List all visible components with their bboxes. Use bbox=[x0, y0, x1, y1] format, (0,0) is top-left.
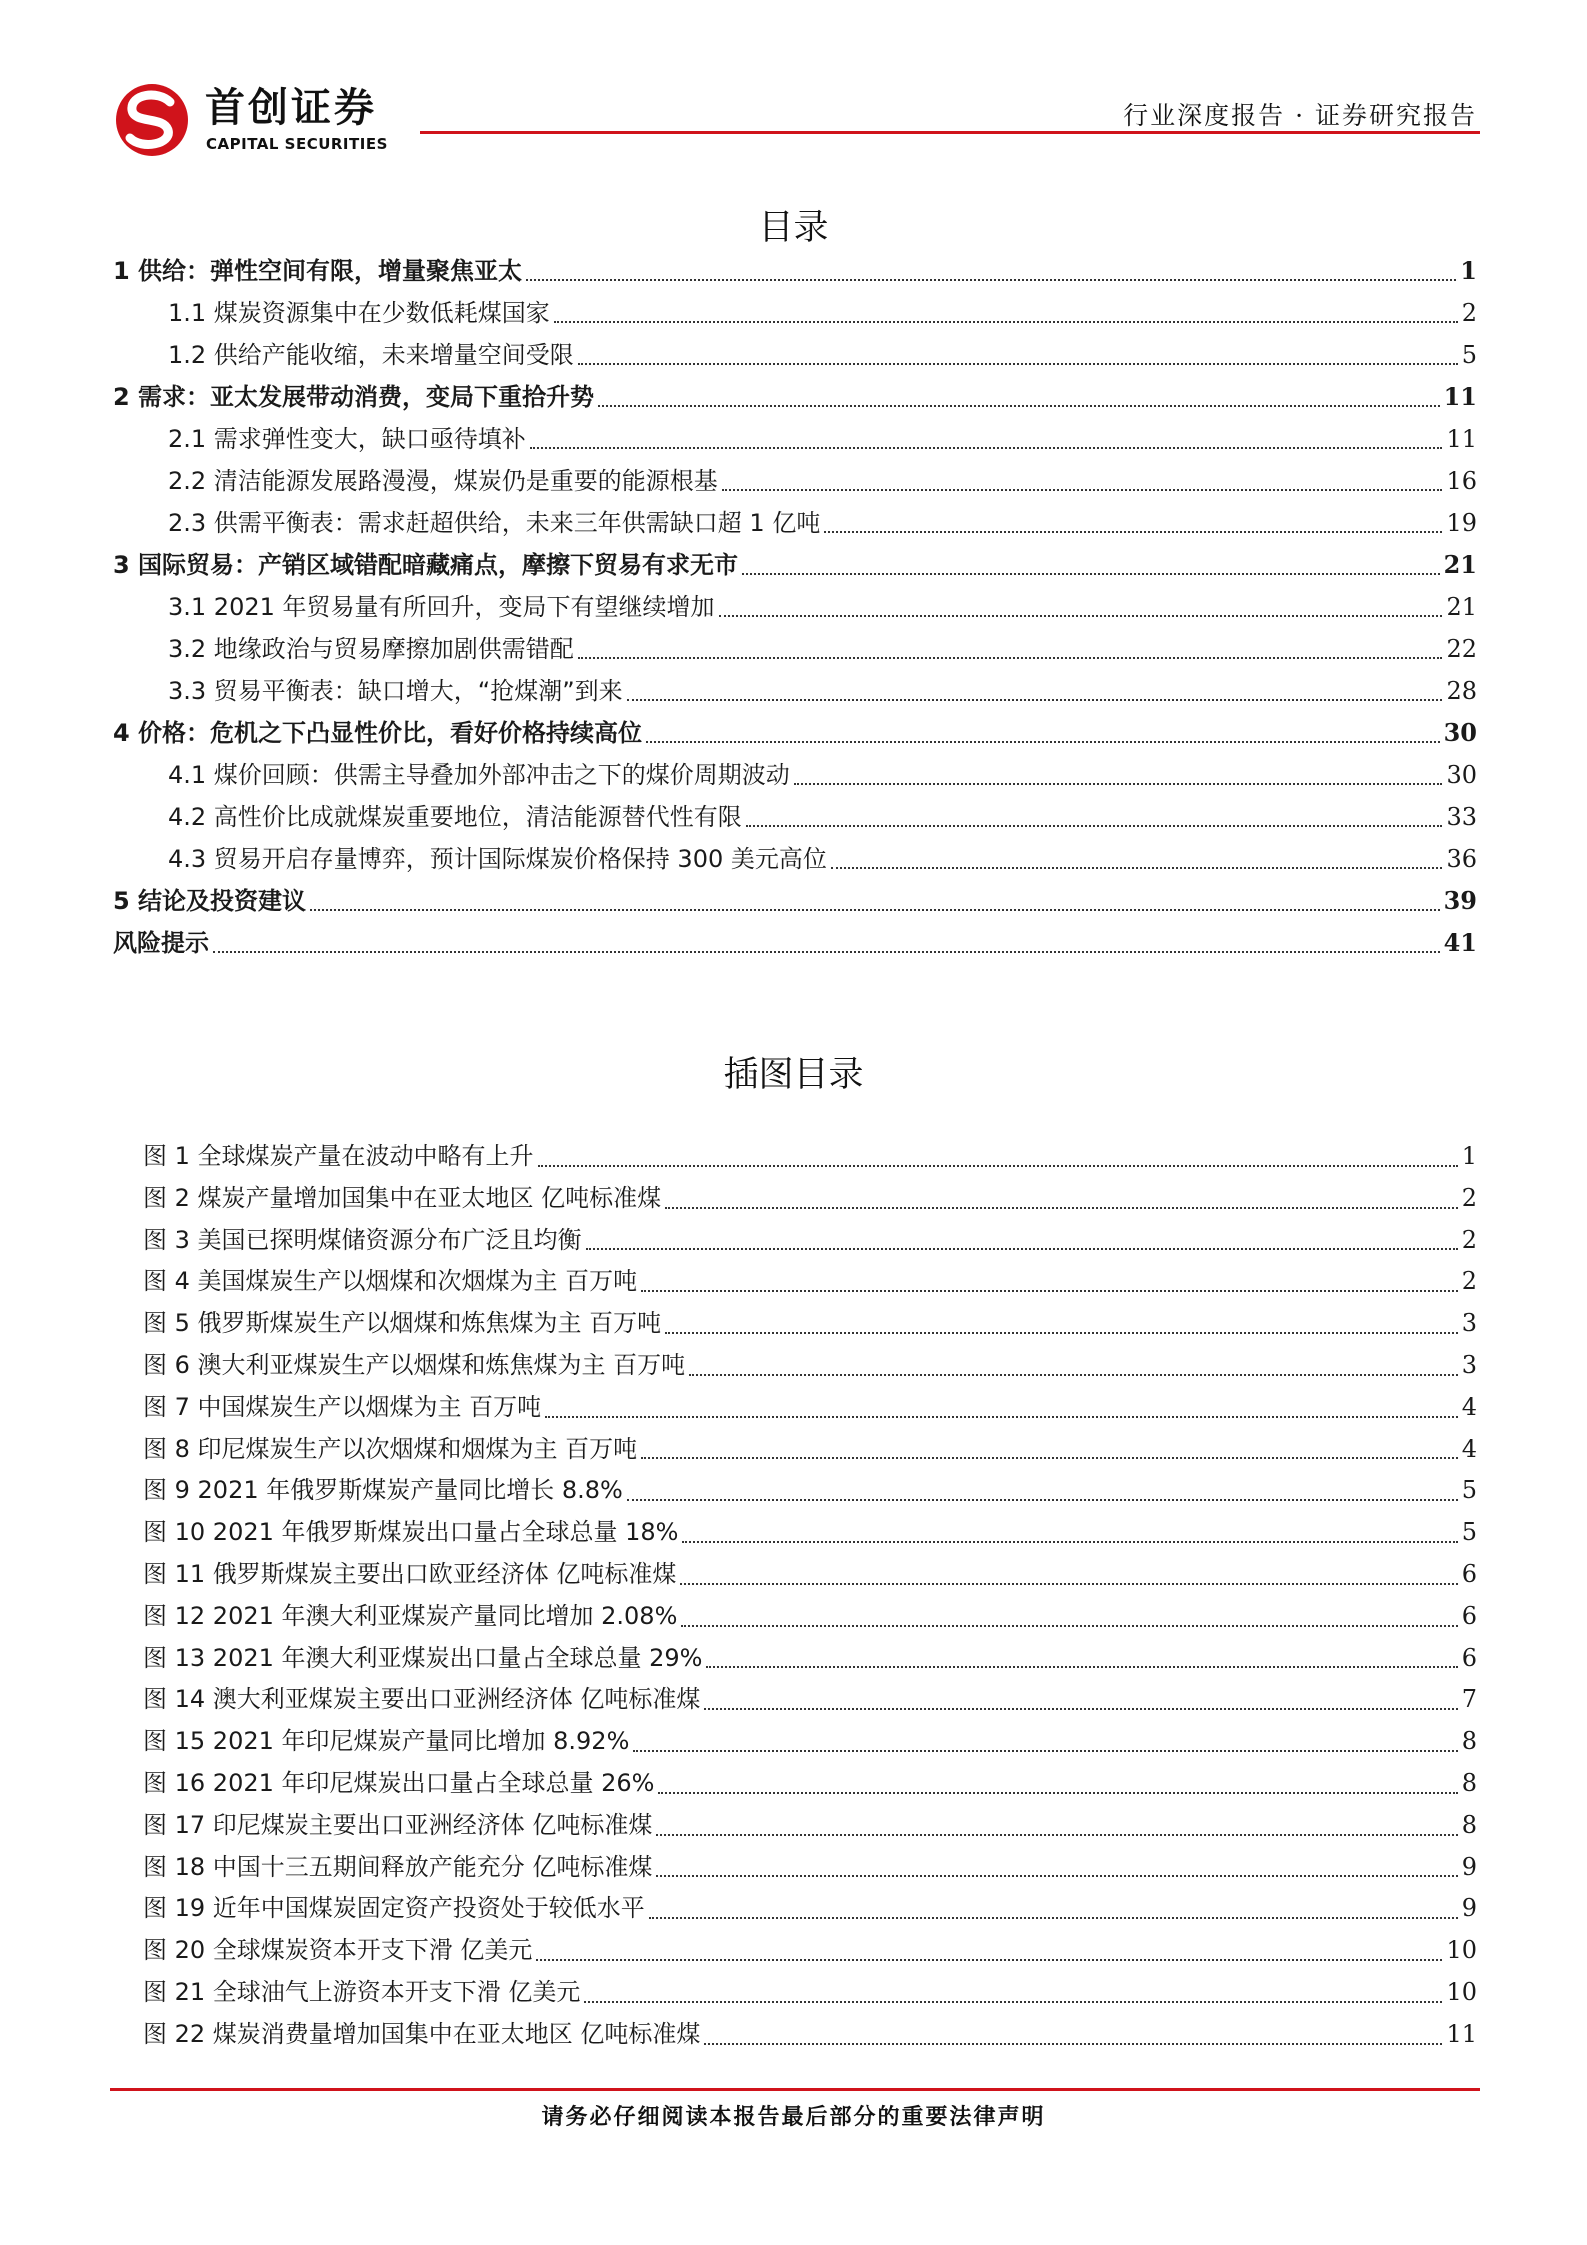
dot-leader bbox=[578, 656, 1443, 659]
figure-entry[interactable] bbox=[143, 1220, 1477, 1262]
page-number: 4 bbox=[1461, 1434, 1477, 1463]
dot-leader bbox=[586, 1247, 1458, 1250]
figure-entry[interactable] bbox=[143, 1805, 1477, 1847]
figure-entry[interactable] bbox=[143, 1429, 1477, 1471]
toc-entry[interactable] bbox=[113, 544, 1477, 586]
toc-entry[interactable] bbox=[113, 292, 1477, 334]
toc-entry[interactable] bbox=[113, 586, 1477, 628]
figure-entry-text: 图 16 2021 年印尼煤炭出口量占全球总量 26% bbox=[143, 1768, 655, 1797]
dot-leader bbox=[545, 1415, 1458, 1418]
page-number: 2 bbox=[1461, 1267, 1477, 1296]
toc-entry[interactable] bbox=[113, 250, 1477, 292]
toc-entry[interactable] bbox=[113, 754, 1477, 796]
figure-entry-text: 图 3 美国已探明煤储资源分布广泛且均衡 bbox=[143, 1225, 582, 1254]
brand-name-cn: 首创证券 bbox=[205, 85, 377, 131]
figure-entry[interactable] bbox=[143, 1930, 1477, 1972]
dot-leader bbox=[649, 1916, 1458, 1919]
dot-leader bbox=[598, 404, 1440, 407]
figure-entry-text: 图 12 2021 年澳大利亚煤炭产量同比增加 2.08% bbox=[143, 1601, 678, 1630]
page-number: 3 bbox=[1461, 1309, 1477, 1338]
dot-leader bbox=[742, 572, 1440, 575]
toc-entry-text: 1.1 煤炭资源集中在少数低耗煤国家 bbox=[168, 299, 550, 327]
toc-entry-text: 3 国际贸易：产销区域错配暗藏痛点，摩擦下贸易有求无市 bbox=[113, 551, 739, 579]
toc-entry[interactable] bbox=[113, 376, 1477, 418]
page-number: 8 bbox=[1461, 1768, 1477, 1797]
dot-leader bbox=[627, 1498, 1458, 1501]
toc-entry-text: 1.2 供给产能收缩，未来增量空间受限 bbox=[168, 341, 574, 369]
figure-entry-text: 图 4 美国煤炭生产以烟煤和次烟煤为主 百万吨 bbox=[143, 1267, 638, 1296]
toc-entry[interactable] bbox=[113, 880, 1477, 922]
dot-leader bbox=[719, 614, 1443, 617]
figure-entry-text: 图 17 印尼煤炭主要出口亚洲经济体 亿吨标准煤 bbox=[143, 1810, 653, 1839]
toc-entry[interactable] bbox=[113, 460, 1477, 502]
page-number: 22 bbox=[1446, 635, 1477, 663]
page-number: 41 bbox=[1443, 928, 1477, 957]
figure-entry-text: 图 5 俄罗斯煤炭生产以烟煤和炼焦煤为主 百万吨 bbox=[143, 1309, 662, 1338]
page-number: 30 bbox=[1443, 718, 1477, 747]
figure-entry[interactable] bbox=[143, 1261, 1477, 1303]
figure-entry[interactable] bbox=[143, 1554, 1477, 1596]
figure-entry[interactable] bbox=[143, 1303, 1477, 1345]
figure-entry[interactable] bbox=[143, 1972, 1477, 2014]
figure-entry[interactable] bbox=[143, 1679, 1477, 1721]
figure-entry[interactable] bbox=[143, 2014, 1477, 2056]
dot-leader bbox=[656, 1833, 1457, 1836]
page-number: 5 bbox=[1461, 1476, 1477, 1505]
dot-leader bbox=[665, 1206, 1458, 1209]
dot-leader bbox=[746, 824, 1443, 827]
toc-entry-text: 3.3 贸易平衡表：缺口增大，“抢煤潮”到来 bbox=[168, 677, 623, 705]
figure-entry-text: 图 1 全球煤炭产量在波动中略有上升 bbox=[143, 1142, 534, 1170]
page-number: 10 bbox=[1446, 1977, 1477, 2006]
table-of-contents bbox=[113, 250, 1477, 964]
page-number: 7 bbox=[1461, 1685, 1477, 1714]
toc-entry-text: 2.3 供需平衡表：需求赶超供给，未来三年供需缺口超 1 亿吨 bbox=[168, 509, 821, 537]
page-number: 9 bbox=[1461, 1894, 1477, 1923]
toc-entry[interactable] bbox=[113, 838, 1477, 880]
figure-entry-text: 图 15 2021 年印尼煤炭产量同比增加 8.92% bbox=[143, 1727, 630, 1756]
figure-entry-text: 图 22 煤炭消费量增加国集中在亚太地区 亿吨标准煤 bbox=[143, 2019, 701, 2048]
toc-entry-text: 3.2 地缘政治与贸易摩擦加剧供需错配 bbox=[168, 635, 574, 663]
toc-entry[interactable] bbox=[113, 628, 1477, 670]
figure-entry-text: 图 11 俄罗斯煤炭主要出口欧亚经济体 亿吨标准煤 bbox=[143, 1559, 677, 1588]
toc-entry-text: 5 结论及投资建议 bbox=[113, 887, 307, 915]
dot-leader bbox=[680, 1582, 1457, 1585]
figure-entry-text: 图 13 2021 年澳大利亚煤炭出口量占全球总量 29% bbox=[143, 1643, 703, 1672]
dot-leader bbox=[704, 1707, 1457, 1710]
page-number: 21 bbox=[1443, 550, 1477, 579]
toc-entry-text: 1 供给：弹性空间有限，增量聚焦亚太 bbox=[113, 257, 523, 285]
page-number: 3 bbox=[1461, 1350, 1477, 1379]
dot-leader bbox=[633, 1749, 1457, 1752]
dot-leader bbox=[658, 1791, 1457, 1794]
legal-notice: 请务必仔细阅读本报告最后部分的重要法律声明 bbox=[541, 2104, 1046, 2130]
toc-entry-text: 3.1 2021 年贸易量有所回升，变局下有望继续增加 bbox=[168, 593, 715, 621]
toc-entry-text: 风险提示 bbox=[113, 929, 209, 957]
figure-entry[interactable] bbox=[143, 1888, 1477, 1930]
dot-leader bbox=[641, 1289, 1458, 1292]
page-number: 39 bbox=[1443, 886, 1477, 915]
page-number: 10 bbox=[1446, 1936, 1477, 1965]
dot-leader bbox=[536, 1958, 1442, 1961]
figure-entry[interactable] bbox=[143, 1178, 1477, 1220]
figure-entry-text: 图 9 2021 年俄罗斯煤炭产量同比增长 8.8% bbox=[143, 1476, 623, 1505]
figure-list-title: 插图目录 bbox=[723, 1055, 864, 1095]
page-number: 16 bbox=[1446, 467, 1477, 495]
brand-name-en: CAPITAL SECURITIES bbox=[206, 135, 388, 153]
page-number: 6 bbox=[1461, 1601, 1477, 1630]
toc-title: 目录 bbox=[758, 208, 829, 248]
figure-entry-text: 图 20 全球煤炭资本开支下滑 亿美元 bbox=[143, 1936, 533, 1965]
toc-entry-text: 4.2 高性价比成就煤炭重要地位，清洁能源替代性有限 bbox=[168, 803, 742, 831]
page-number: 2 bbox=[1461, 1183, 1477, 1212]
toc-entry[interactable] bbox=[113, 334, 1477, 376]
page-number: 2 bbox=[1461, 1225, 1477, 1254]
dot-leader bbox=[706, 1665, 1457, 1668]
figure-entry-text: 图 6 澳大利亚煤炭生产以烟煤和炼焦煤为主 百万吨 bbox=[143, 1350, 686, 1379]
toc-entry[interactable] bbox=[113, 712, 1477, 754]
capital-securities-logo-icon bbox=[112, 80, 192, 160]
figure-entry-text: 图 8 印尼煤炭生产以次烟煤和烟煤为主 百万吨 bbox=[143, 1434, 638, 1463]
figure-entry-text: 图 7 中国煤炭生产以烟煤为主 百万吨 bbox=[143, 1392, 542, 1421]
toc-entry[interactable] bbox=[113, 502, 1477, 544]
figure-entry[interactable] bbox=[143, 1345, 1477, 1387]
figure-entry[interactable] bbox=[143, 1721, 1477, 1763]
dot-leader bbox=[665, 1331, 1458, 1334]
toc-entry-text: 4.1 煤价回顾：供需主导叠加外部冲击之下的煤价周期波动 bbox=[168, 761, 790, 789]
page-number: 11 bbox=[1443, 382, 1477, 411]
page-number: 8 bbox=[1461, 1810, 1477, 1839]
figure-entry-text: 图 18 中国十三五期间释放产能充分 亿吨标准煤 bbox=[143, 1852, 653, 1881]
dot-leader bbox=[794, 782, 1443, 785]
report-type: 行业深度报告 · 证券研究报告 bbox=[1123, 101, 1477, 130]
figure-entry[interactable] bbox=[143, 1847, 1477, 1889]
page-header bbox=[0, 0, 1587, 160]
dot-leader bbox=[689, 1373, 1458, 1376]
footer-divider bbox=[110, 2088, 1480, 2091]
figure-entry[interactable] bbox=[143, 1136, 1477, 1178]
toc-entry-text: 2.2 清洁能源发展路漫漫，煤炭仍是重要的能源根基 bbox=[168, 467, 718, 495]
dot-leader bbox=[213, 950, 1440, 953]
page-number: 28 bbox=[1446, 677, 1477, 705]
dot-leader bbox=[627, 698, 1443, 701]
dot-leader bbox=[646, 740, 1440, 743]
dot-leader bbox=[681, 1624, 1457, 1627]
page-number: 19 bbox=[1446, 509, 1477, 537]
page-number: 11 bbox=[1446, 425, 1477, 453]
figure-entry-text: 图 19 近年中国煤炭固定资产投资处于较低水平 bbox=[143, 1894, 645, 1923]
dot-leader bbox=[526, 278, 1456, 281]
figure-entry-text: 图 10 2021 年俄罗斯煤炭出口量占全球总量 18% bbox=[143, 1518, 679, 1547]
figure-entry-text: 图 14 澳大利亚煤炭主要出口亚洲经济体 亿吨标准煤 bbox=[143, 1685, 701, 1714]
dot-leader bbox=[310, 908, 1440, 911]
figure-entry-text: 图 2 煤炭产量增加国集中在亚太地区 亿吨标准煤 bbox=[143, 1183, 662, 1212]
page-number: 5 bbox=[1461, 341, 1477, 369]
page-number: 11 bbox=[1446, 2019, 1477, 2048]
dot-leader bbox=[641, 1456, 1458, 1459]
dot-leader bbox=[656, 1874, 1457, 1877]
page-number: 5 bbox=[1461, 1518, 1477, 1547]
figure-entry[interactable] bbox=[143, 1638, 1477, 1680]
dot-leader bbox=[824, 530, 1442, 533]
dot-leader bbox=[538, 1164, 1458, 1167]
toc-entry[interactable] bbox=[113, 922, 1477, 964]
page-number: 2 bbox=[1461, 299, 1477, 327]
page-number: 30 bbox=[1446, 761, 1477, 789]
page-number: 33 bbox=[1446, 803, 1477, 831]
dot-leader bbox=[722, 488, 1443, 491]
dot-leader bbox=[704, 2042, 1442, 2045]
figure-list bbox=[143, 1136, 1477, 2056]
page-number: 1 bbox=[1461, 1142, 1477, 1170]
dot-leader bbox=[530, 446, 1443, 449]
toc-entry-text: 2 需求：亚太发展带动消费，变局下重拾升势 bbox=[113, 383, 595, 411]
dot-leader bbox=[578, 362, 1458, 365]
toc-entry-text: 2.1 需求弹性变大，缺口亟待填补 bbox=[168, 425, 526, 453]
page-number: 1 bbox=[1460, 256, 1477, 285]
figure-entry[interactable] bbox=[143, 1470, 1477, 1512]
page-number: 8 bbox=[1461, 1727, 1477, 1756]
figure-entry[interactable] bbox=[143, 1387, 1477, 1429]
page-number: 21 bbox=[1446, 593, 1477, 621]
toc-entry-text: 4.3 贸易开启存量博弈，预计国际煤炭价格保持 300 美元高位 bbox=[168, 845, 827, 873]
page-number: 6 bbox=[1461, 1559, 1477, 1588]
page-number: 6 bbox=[1461, 1643, 1477, 1672]
dot-leader bbox=[682, 1540, 1457, 1543]
toc-entry[interactable] bbox=[113, 796, 1477, 838]
figure-entry[interactable] bbox=[143, 1512, 1477, 1554]
toc-entry[interactable] bbox=[113, 418, 1477, 460]
page-number: 4 bbox=[1461, 1392, 1477, 1421]
figure-entry-text: 图 21 全球油气上游资本开支下滑 亿美元 bbox=[143, 1977, 581, 2006]
toc-entry[interactable] bbox=[113, 670, 1477, 712]
toc-entry-text: 4 价格：危机之下凸显性价比，看好价格持续高位 bbox=[113, 719, 643, 747]
page-number: 36 bbox=[1446, 845, 1477, 873]
dot-leader bbox=[554, 320, 1458, 323]
figure-entry[interactable] bbox=[143, 1596, 1477, 1638]
figure-entry[interactable] bbox=[143, 1763, 1477, 1805]
dot-leader bbox=[584, 2000, 1442, 2003]
page-number: 9 bbox=[1461, 1852, 1477, 1881]
dot-leader bbox=[831, 866, 1443, 869]
